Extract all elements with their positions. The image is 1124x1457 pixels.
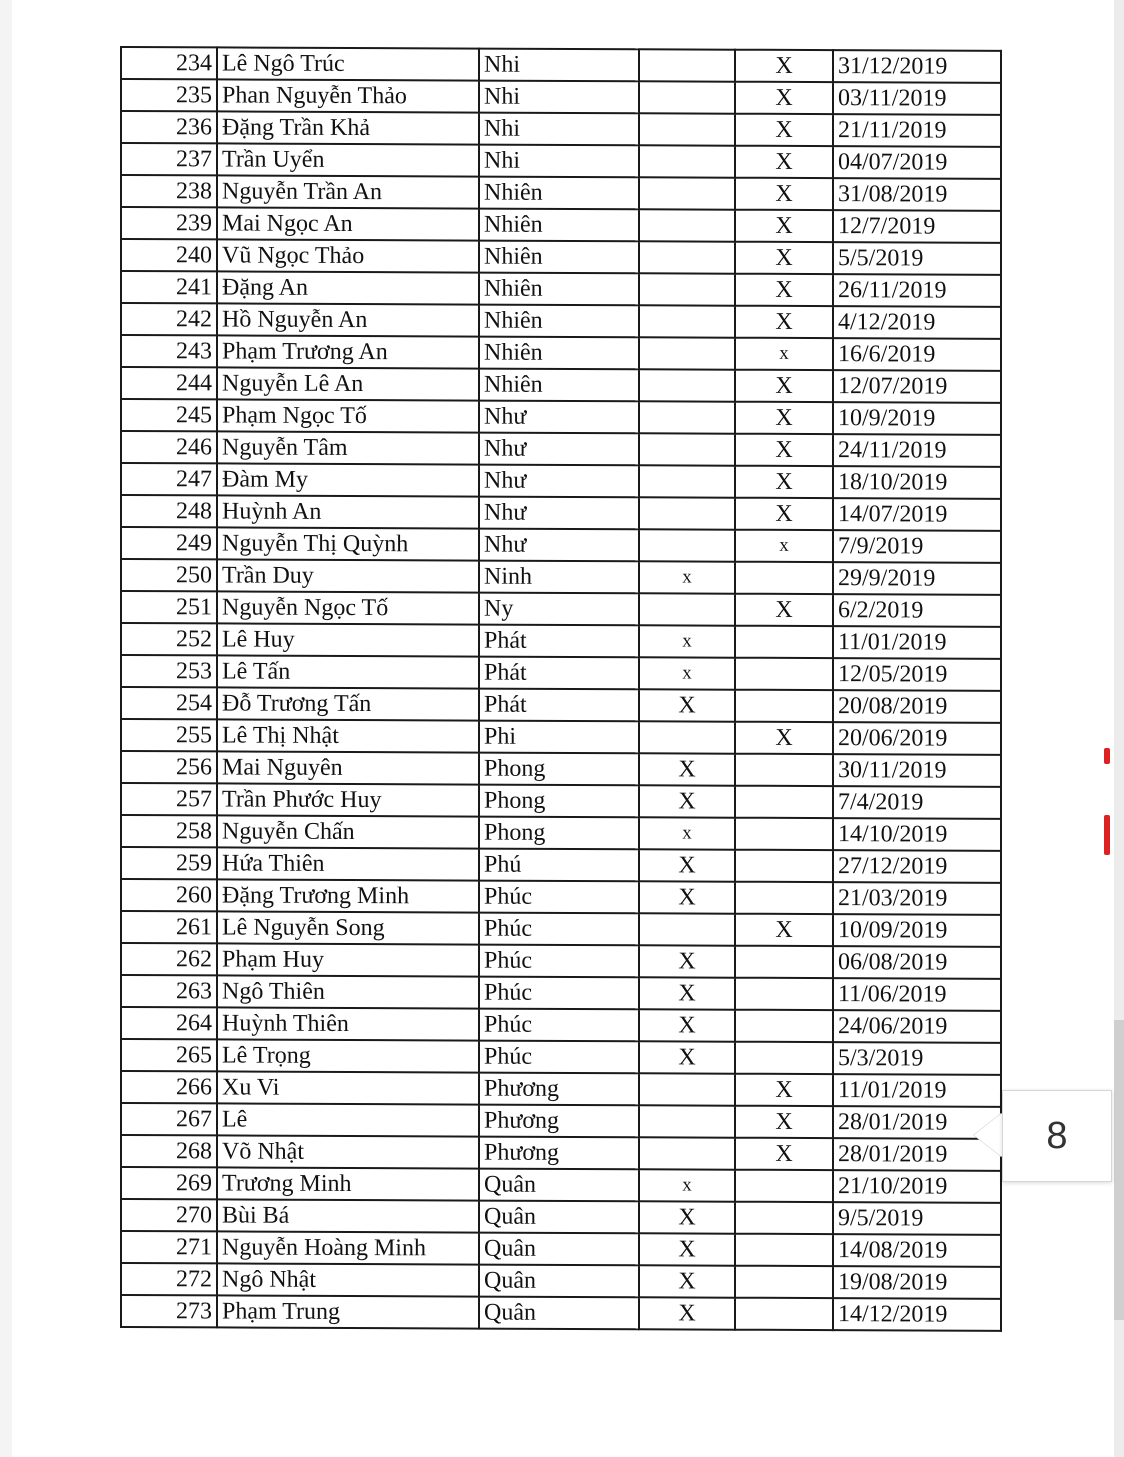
birth-date: 20/08/2019	[833, 690, 1001, 723]
given-name: Phát	[479, 625, 639, 658]
table-row	[121, 943, 1001, 979]
given-name: Như	[479, 529, 639, 562]
table-row	[121, 783, 1001, 819]
female-mark	[735, 1170, 833, 1202]
row-number: 272	[121, 1263, 217, 1295]
page-badge-pointer	[974, 1113, 1002, 1157]
male-mark	[639, 145, 735, 177]
table-row	[121, 271, 1001, 307]
birth-date: 03/11/2019	[833, 82, 1001, 115]
birth-date: 10/09/2019	[833, 914, 1001, 947]
female-mark	[735, 690, 833, 722]
male-mark: X	[639, 1233, 735, 1265]
birth-date: 29/9/2019	[833, 562, 1001, 595]
birth-date: 31/08/2019	[833, 178, 1001, 211]
full-name: Nguyễn Lê An	[217, 367, 479, 400]
birth-date: 14/12/2019	[833, 1298, 1001, 1331]
scrollbar-thumb[interactable]	[1114, 1020, 1124, 1320]
full-name: Võ Nhật	[217, 1135, 479, 1168]
female-mark: x	[735, 530, 833, 562]
birth-date: 6/2/2019	[833, 594, 1001, 627]
table-row	[121, 239, 1001, 275]
full-name: Phạm Ngọc Tố	[217, 399, 479, 432]
given-name: Như	[479, 401, 639, 434]
male-mark: X	[639, 945, 735, 977]
full-name: Nguyễn Chấn	[217, 815, 479, 848]
full-name: Trương Minh	[217, 1167, 479, 1200]
male-mark	[639, 305, 735, 337]
table-row	[121, 911, 1001, 947]
row-number: 257	[121, 783, 217, 815]
table-row	[121, 879, 1001, 915]
full-name: Ngô Thiên	[217, 975, 479, 1008]
given-name: Phúc	[479, 977, 639, 1010]
male-mark: X	[639, 1201, 735, 1233]
female-mark: X	[735, 466, 833, 498]
female-mark: X	[735, 50, 833, 82]
row-number: 263	[121, 975, 217, 1007]
row-number: 238	[121, 175, 217, 207]
table-row	[121, 1007, 1001, 1043]
full-name: Vũ Ngọc Thảo	[217, 239, 479, 272]
given-name: Phúc	[479, 945, 639, 978]
row-number: 271	[121, 1231, 217, 1263]
full-name: Nguyễn Trần An	[217, 175, 479, 208]
table-row	[121, 1039, 1001, 1075]
table-row	[121, 143, 1001, 179]
row-number: 264	[121, 1007, 217, 1039]
female-mark	[735, 1042, 833, 1074]
full-name: Bùi Bá	[217, 1199, 479, 1232]
row-number: 258	[121, 815, 217, 847]
full-name: Nguyễn Thị Quỳnh	[217, 527, 479, 560]
birth-date: 5/5/2019	[833, 242, 1001, 275]
given-name: Như	[479, 497, 639, 530]
given-name: Phong	[479, 817, 639, 850]
given-name: Nhiên	[479, 241, 639, 274]
female-mark	[735, 850, 833, 882]
row-number: 237	[121, 143, 217, 175]
full-name: Phan Nguyễn Thảo	[217, 79, 479, 112]
male-mark	[639, 177, 735, 209]
male-mark: X	[639, 1009, 735, 1041]
table-row	[121, 719, 1001, 755]
male-mark: X	[639, 689, 735, 721]
full-name: Lê	[217, 1103, 479, 1136]
red-stamp-edge	[1104, 748, 1110, 764]
row-number: 245	[121, 399, 217, 431]
table-row	[121, 559, 1001, 595]
given-name: Như	[479, 465, 639, 498]
female-mark	[735, 626, 833, 658]
male-mark: X	[639, 785, 735, 817]
female-mark: X	[735, 306, 833, 338]
female-mark: X	[735, 242, 833, 274]
table-row	[121, 1071, 1001, 1107]
birth-date: 18/10/2019	[833, 466, 1001, 499]
table-row	[121, 815, 1001, 851]
row-number: 270	[121, 1199, 217, 1231]
row-number: 259	[121, 847, 217, 879]
given-name: Phương	[479, 1137, 639, 1170]
row-number: 246	[121, 431, 217, 463]
given-name: Phú	[479, 849, 639, 882]
table-row	[121, 111, 1001, 147]
male-mark: X	[639, 1297, 735, 1329]
female-mark	[735, 754, 833, 786]
male-mark: x	[639, 625, 735, 657]
given-name: Nhiên	[479, 305, 639, 338]
table-row	[121, 207, 1001, 243]
female-mark	[735, 818, 833, 850]
row-number: 268	[121, 1135, 217, 1167]
male-mark: x	[639, 1169, 735, 1201]
given-name: Nhiên	[479, 273, 639, 306]
given-name: Ninh	[479, 561, 639, 594]
birth-date: 11/01/2019	[833, 626, 1001, 659]
male-mark: x	[639, 561, 735, 593]
full-name: Đặng Trương Minh	[217, 879, 479, 912]
full-name: Nguyễn Ngọc Tố	[217, 591, 479, 624]
female-mark: X	[735, 210, 833, 242]
table-row	[121, 527, 1001, 563]
female-mark	[735, 1298, 833, 1330]
given-name: Phúc	[479, 913, 639, 946]
male-mark	[639, 1073, 735, 1105]
full-name: Trần Duy	[217, 559, 479, 592]
given-name: Nhiên	[479, 369, 639, 402]
female-mark: X	[735, 498, 833, 530]
birth-date: 9/5/2019	[833, 1202, 1001, 1235]
row-number: 254	[121, 687, 217, 719]
given-name: Nhiên	[479, 337, 639, 370]
table-row	[121, 847, 1001, 883]
row-number: 265	[121, 1039, 217, 1071]
row-number: 240	[121, 239, 217, 271]
row-number: 248	[121, 495, 217, 527]
table-row	[121, 1167, 1001, 1203]
full-name: Phạm Trương An	[217, 335, 479, 368]
male-mark: X	[639, 753, 735, 785]
male-mark	[639, 241, 735, 273]
table-row	[121, 47, 1001, 83]
row-number: 260	[121, 879, 217, 911]
table-row	[121, 495, 1001, 531]
given-name: Quân	[479, 1169, 639, 1202]
full-name: Phạm Trung	[217, 1295, 479, 1328]
given-name: Nhiên	[479, 209, 639, 242]
full-name: Đàm My	[217, 463, 479, 496]
table-row	[121, 399, 1001, 435]
given-name: Quân	[479, 1265, 639, 1298]
male-mark	[639, 529, 735, 561]
given-name: Phi	[479, 721, 639, 754]
male-mark	[639, 593, 735, 625]
female-mark: x	[735, 338, 833, 370]
table-row	[121, 655, 1001, 691]
table-row	[121, 367, 1001, 403]
table-row	[121, 431, 1001, 467]
female-mark	[735, 978, 833, 1010]
female-mark	[735, 1010, 833, 1042]
row-number: 255	[121, 719, 217, 751]
row-number: 239	[121, 207, 217, 239]
full-name: Nguyễn Tâm	[217, 431, 479, 464]
full-name: Đỗ Trương Tấn	[217, 687, 479, 720]
male-mark	[639, 721, 735, 753]
female-mark: X	[735, 146, 833, 178]
table-row	[121, 687, 1001, 723]
male-mark: x	[639, 657, 735, 689]
full-name: Huỳnh An	[217, 495, 479, 528]
birth-date: 16/6/2019	[833, 338, 1001, 371]
given-name: Ny	[479, 593, 639, 626]
female-mark: X	[735, 594, 833, 626]
full-name: Mai Nguyên	[217, 751, 479, 784]
given-name: Quân	[479, 1297, 639, 1330]
female-mark	[735, 1234, 833, 1266]
table-row	[121, 975, 1001, 1011]
given-name: Nhi	[479, 49, 639, 82]
male-mark	[639, 273, 735, 305]
male-mark	[639, 81, 735, 113]
male-mark	[639, 1105, 735, 1137]
row-number: 241	[121, 271, 217, 303]
row-number: 243	[121, 335, 217, 367]
row-number: 261	[121, 911, 217, 943]
full-name: Nguyễn Hoàng Minh	[217, 1231, 479, 1264]
full-name: Trần Uyển	[217, 143, 479, 176]
table-row	[121, 335, 1001, 371]
birth-date: 10/9/2019	[833, 402, 1001, 435]
row-number: 266	[121, 1071, 217, 1103]
male-mark	[639, 209, 735, 241]
full-name: Đặng An	[217, 271, 479, 304]
table-row	[121, 1135, 1001, 1171]
table-row	[121, 303, 1001, 339]
birth-date: 19/08/2019	[833, 1266, 1001, 1299]
male-mark: X	[639, 1041, 735, 1073]
full-name: Đặng Trần Khả	[217, 111, 479, 144]
male-mark	[639, 913, 735, 945]
female-mark: X	[735, 722, 833, 754]
row-number: 234	[121, 47, 217, 79]
birth-date: 12/7/2019	[833, 210, 1001, 243]
given-name: Quân	[479, 1201, 639, 1234]
row-number: 251	[121, 591, 217, 623]
table-row	[121, 591, 1001, 627]
male-mark	[639, 433, 735, 465]
scrollbar-track[interactable]	[1114, 0, 1124, 1457]
female-mark	[735, 658, 833, 690]
row-number: 242	[121, 303, 217, 335]
row-number: 244	[121, 367, 217, 399]
table-row	[121, 1295, 1001, 1331]
birth-date: 24/06/2019	[833, 1010, 1001, 1043]
birth-date: 11/06/2019	[833, 978, 1001, 1011]
birth-date: 21/11/2019	[833, 114, 1001, 147]
full-name: Lê Huy	[217, 623, 479, 656]
given-name: Nhi	[479, 81, 639, 114]
birth-date: 7/4/2019	[833, 786, 1001, 819]
student-list-table	[120, 46, 1002, 1332]
female-mark: X	[735, 114, 833, 146]
row-number: 256	[121, 751, 217, 783]
male-mark: X	[639, 1265, 735, 1297]
female-mark: X	[735, 914, 833, 946]
table-row	[121, 1103, 1001, 1139]
given-name: Phát	[479, 689, 639, 722]
female-mark: X	[735, 370, 833, 402]
female-mark: X	[735, 178, 833, 210]
full-name: Lê Nguyễn Song	[217, 911, 479, 944]
full-name: Lê Ngô Trúc	[217, 47, 479, 80]
female-mark: X	[735, 434, 833, 466]
female-mark: X	[735, 1074, 833, 1106]
full-name: Hứa Thiên	[217, 847, 479, 880]
female-mark	[735, 786, 833, 818]
full-name: Lê Tấn	[217, 655, 479, 688]
table-row	[121, 1231, 1001, 1267]
table-row	[121, 623, 1001, 659]
female-mark	[735, 562, 833, 594]
given-name: Phúc	[479, 1009, 639, 1042]
given-name: Như	[479, 433, 639, 466]
given-name: Phúc	[479, 1041, 639, 1074]
male-mark	[639, 401, 735, 433]
birth-date: 21/03/2019	[833, 882, 1001, 915]
full-name: Lê Trọng	[217, 1039, 479, 1072]
table-row	[121, 1263, 1001, 1299]
female-mark	[735, 882, 833, 914]
birth-date: 5/3/2019	[833, 1042, 1001, 1075]
female-mark: X	[735, 82, 833, 114]
row-number: 252	[121, 623, 217, 655]
row-number: 267	[121, 1103, 217, 1135]
male-mark: X	[639, 849, 735, 881]
male-mark	[639, 497, 735, 529]
birth-date: 14/07/2019	[833, 498, 1001, 531]
birth-date: 06/08/2019	[833, 946, 1001, 979]
birth-date: 26/11/2019	[833, 274, 1001, 307]
table-row	[121, 1199, 1001, 1235]
male-mark: X	[639, 881, 735, 913]
male-mark	[639, 49, 735, 81]
female-mark: X	[735, 274, 833, 306]
row-number: 273	[121, 1295, 217, 1327]
row-number: 250	[121, 559, 217, 591]
table-row	[121, 79, 1001, 115]
table-body	[121, 47, 1001, 1331]
full-name: Phạm Huy	[217, 943, 479, 976]
birth-date: 31/12/2019	[833, 50, 1001, 83]
row-number: 249	[121, 527, 217, 559]
given-name: Phát	[479, 657, 639, 690]
birth-date: 7/9/2019	[833, 530, 1001, 563]
birth-date: 12/05/2019	[833, 658, 1001, 691]
table-row	[121, 751, 1001, 787]
birth-date: 30/11/2019	[833, 754, 1001, 787]
given-name: Phúc	[479, 881, 639, 914]
female-mark	[735, 1266, 833, 1298]
male-mark	[639, 369, 735, 401]
row-number: 269	[121, 1167, 217, 1199]
birth-date: 27/12/2019	[833, 850, 1001, 883]
birth-date: 28/01/2019	[833, 1138, 1001, 1171]
given-name: Phong	[479, 753, 639, 786]
birth-date: 11/01/2019	[833, 1074, 1001, 1107]
given-name: Nhiên	[479, 177, 639, 210]
birth-date: 04/07/2019	[833, 146, 1001, 179]
birth-date: 14/10/2019	[833, 818, 1001, 851]
male-mark: X	[639, 977, 735, 1009]
given-name: Nhi	[479, 113, 639, 146]
table-row	[121, 175, 1001, 211]
female-mark: X	[735, 1106, 833, 1138]
birth-date: 4/12/2019	[833, 306, 1001, 339]
birth-date: 28/01/2019	[833, 1106, 1001, 1139]
female-mark	[735, 946, 833, 978]
row-number: 236	[121, 111, 217, 143]
page-number-badge: 8	[1002, 1090, 1112, 1182]
female-mark: X	[735, 1138, 833, 1170]
male-mark: x	[639, 817, 735, 849]
birth-date: 21/10/2019	[833, 1170, 1001, 1203]
male-mark	[639, 113, 735, 145]
female-mark	[735, 1202, 833, 1234]
given-name: Phương	[479, 1073, 639, 1106]
given-name: Phong	[479, 785, 639, 818]
full-name: Trần Phước Huy	[217, 783, 479, 816]
full-name: Ngô Nhật	[217, 1263, 479, 1296]
row-number: 253	[121, 655, 217, 687]
birth-date: 24/11/2019	[833, 434, 1001, 467]
given-name: Quân	[479, 1233, 639, 1266]
birth-date: 14/08/2019	[833, 1234, 1001, 1267]
male-mark	[639, 465, 735, 497]
row-number: 235	[121, 79, 217, 111]
full-name: Mai Ngọc An	[217, 207, 479, 240]
table-row	[121, 463, 1001, 499]
male-mark	[639, 337, 735, 369]
female-mark: X	[735, 402, 833, 434]
given-name: Phương	[479, 1105, 639, 1138]
given-name: Nhi	[479, 145, 639, 178]
full-name: Xu Vi	[217, 1071, 479, 1104]
full-name: Lê Thị Nhật	[217, 719, 479, 752]
full-name: Huỳnh Thiên	[217, 1007, 479, 1040]
male-mark	[639, 1137, 735, 1169]
red-stamp-edge	[1104, 815, 1110, 855]
birth-date: 20/06/2019	[833, 722, 1001, 755]
row-number: 247	[121, 463, 217, 495]
full-name: Hồ Nguyễn An	[217, 303, 479, 336]
row-number: 262	[121, 943, 217, 975]
birth-date: 12/07/2019	[833, 370, 1001, 403]
